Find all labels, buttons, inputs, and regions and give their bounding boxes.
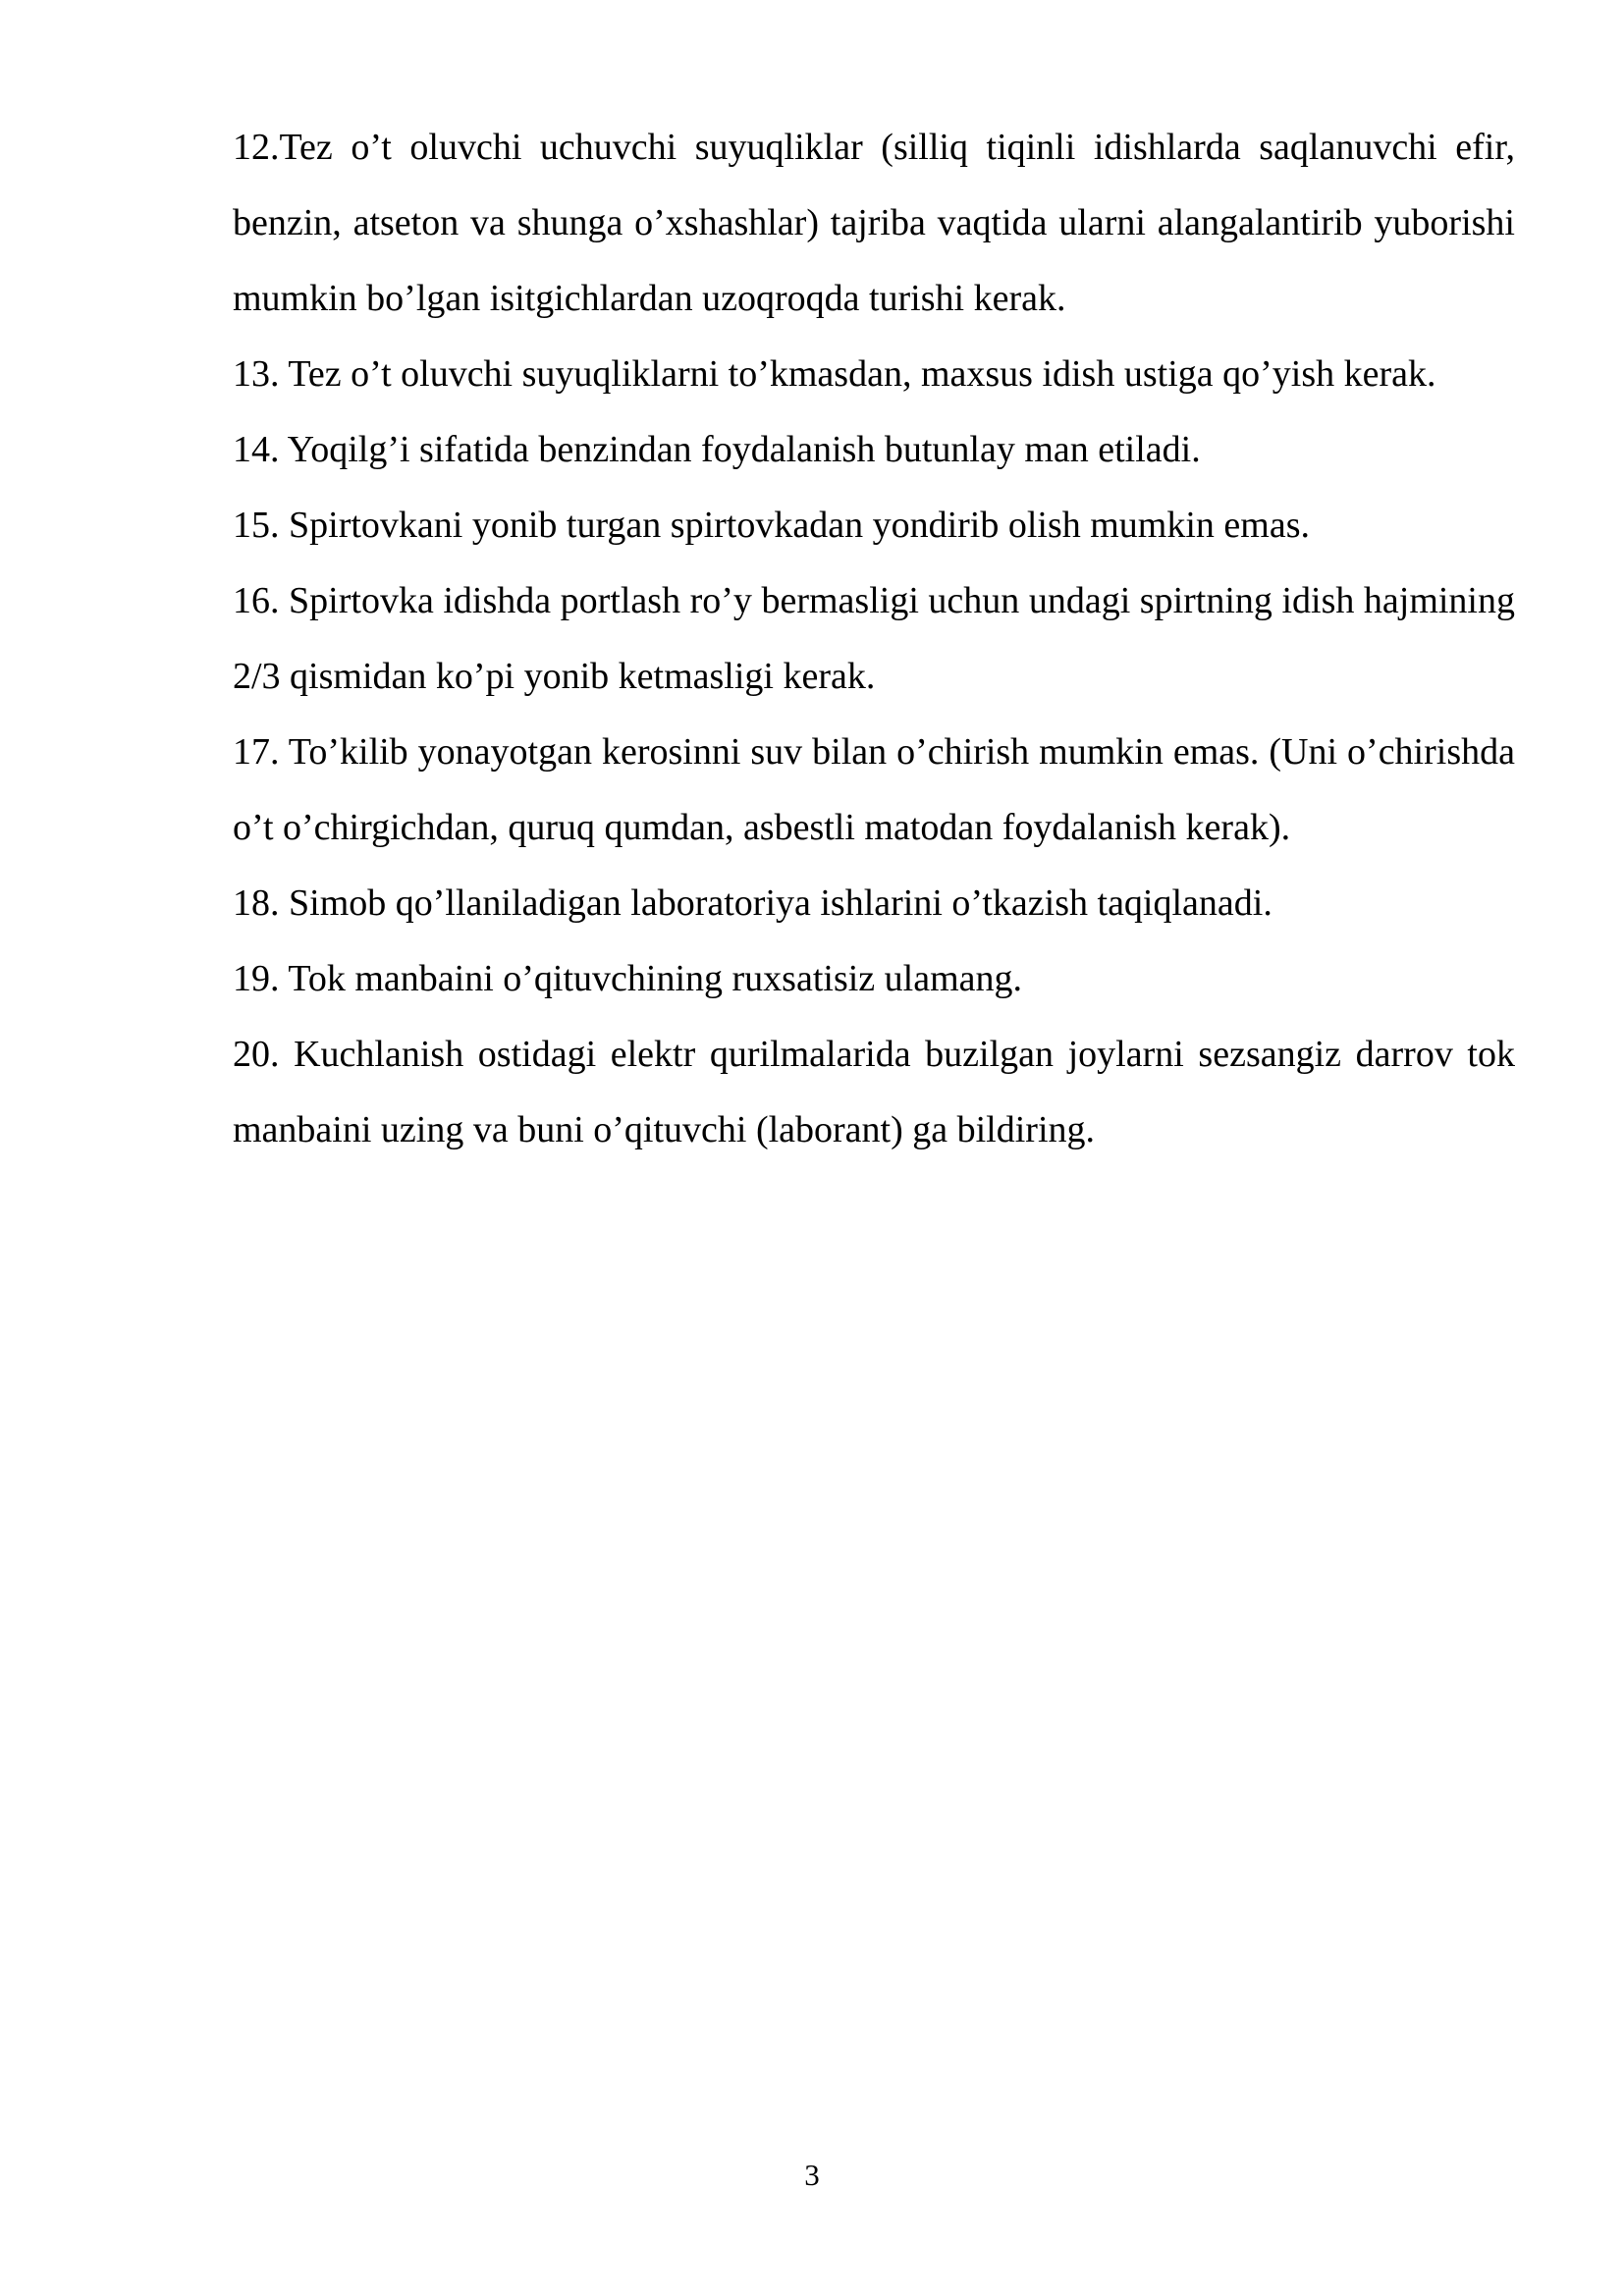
page-number: 3 — [804, 2158, 820, 2192]
rule-item-18: 18. Simob qo’llaniladigan laboratoriya ishlarini o’tkazish taqiqlanadi. — [233, 882, 1272, 924]
rule-item-13: 13. Tez o’t oluvchi suyuqliklarni to’kmasdan, maxsus idish ustiga qo’yish kerak. — [233, 353, 1436, 395]
rule-item-17: 17. To’kilib yonayotgan kerosinni suv bilan o’chirish mumkin emas. (Uni o’chirishda o’t o’chirgichdan, quruq qumdan, asbestli matodan foydalanish kerak). — [233, 731, 1515, 848]
safety-rules-list — [233, 110, 1515, 1168]
rule-item-15: 15. Spirtovkani yonib turgan spirtovkadan yondirib olish mumkin emas. — [233, 505, 1310, 546]
rule-item-12: 12.Tez o’t oluvchi uchuvchi suyuqliklar (silliq tiqinli idishlarda saqlanuvchi efir, benzin, atseton va shunga o’xshashlar) tajriba vaqtida ularni alangalantirib yuborishi mumkin bo’lgan isitgichlardan uzoqroqda turishi kerak. — [233, 127, 1515, 319]
rule-item-20: 20. Kuchlanish ostidagi elektr qurilmalarida buzilgan joylarni sezsangiz darrov tok manbaini uzing va buni o’qituvchi (laborant) ga bildiring. — [233, 1034, 1515, 1150]
rule-item-19: 19. Tok manbaini o’qituvchining ruxsatisiz ulamang. — [233, 958, 1023, 999]
rule-item-16: 16. Spirtovka idishda portlash ro’y bermasligi uchun undagi spirtning idish hajmining 2/3 qismidan ko’pi yonib ketmasligi kerak. — [233, 580, 1515, 697]
rule-item-14: 14. Yoqilg’i sifatida benzindan foydalanish butunlay man etiladi. — [233, 429, 1201, 470]
